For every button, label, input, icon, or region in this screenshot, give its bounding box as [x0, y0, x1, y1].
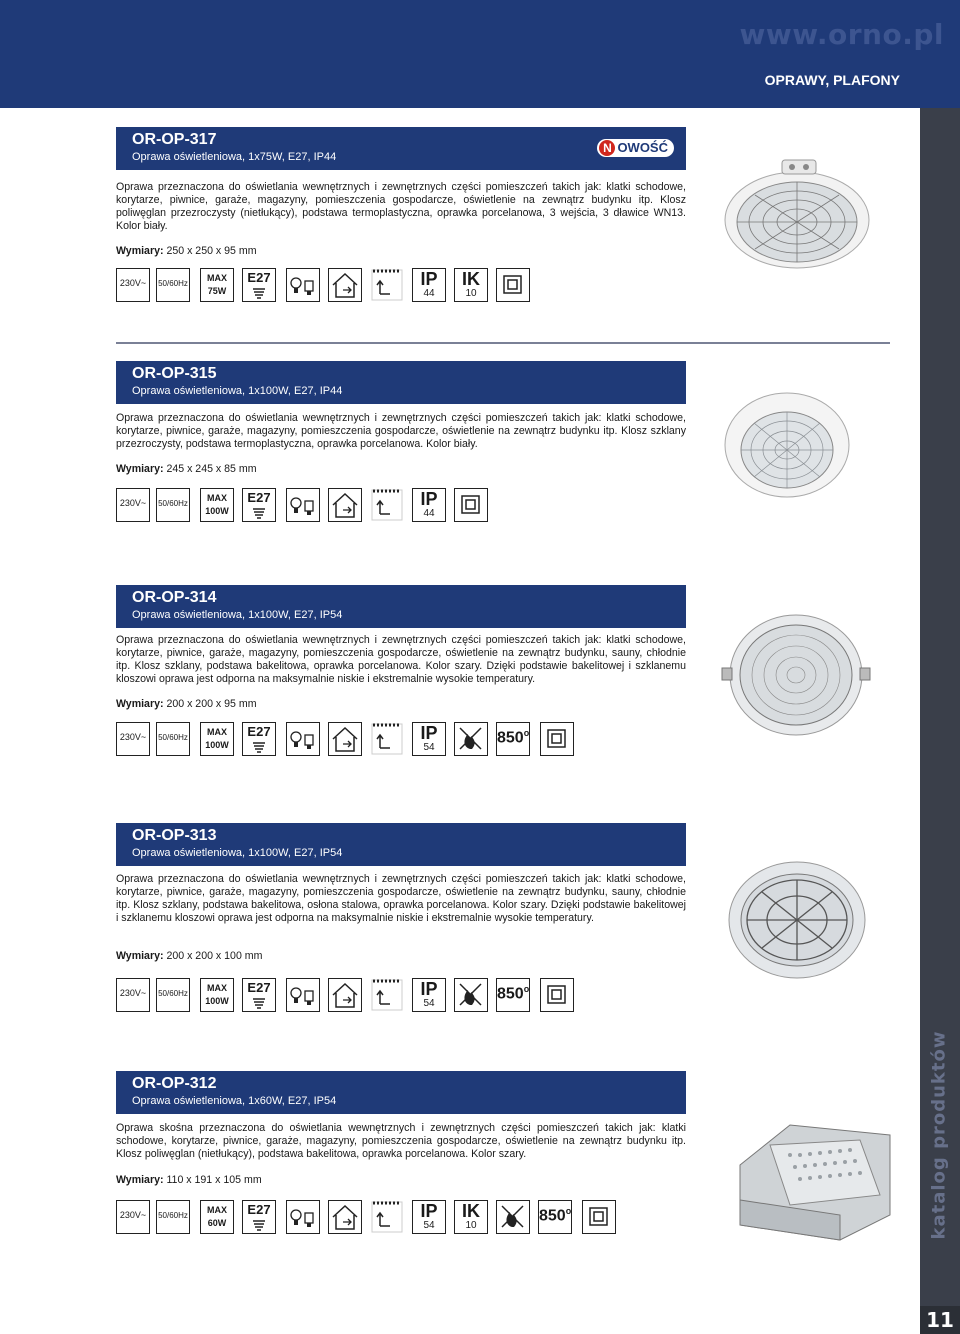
- frequency-icon: [156, 488, 190, 522]
- ip-value: 44: [423, 508, 435, 519]
- product-banner: [116, 127, 686, 170]
- indoor-outdoor-icon: [328, 978, 362, 1012]
- wall-mount-icon: [370, 722, 404, 756]
- temperature-rating-icon: [496, 722, 530, 756]
- wall-mount-icon: [370, 488, 404, 522]
- indoor-outdoor-icon: [328, 1200, 362, 1234]
- frequency-text: 50/60Hz: [158, 279, 188, 288]
- class-ii-icon: [454, 488, 488, 522]
- product-banner: [116, 585, 686, 628]
- ip-text: IP: [420, 979, 438, 999]
- product-description: Oprawa skośna przeznaczona do oświetlania wewnętrznych i zewnętrznych części pomieszczeń takich jak: klatki schodowe, korytarze, piwnice, garaże, magazyny, pomieszczenia gospodarcze, oświetlenie na zewnątrz budynku itp. Klosz poliwęglan (nietłukący), podstawa bakelitowa, oprawka porcelanowa. Kolor szary.: [116, 1122, 686, 1160]
- max-power-icon: [200, 268, 234, 302]
- new-badge: [597, 139, 674, 157]
- product-dimensions: [116, 245, 257, 257]
- product-dimensions: [116, 1174, 262, 1186]
- voltage-text: 230V~: [119, 1210, 147, 1220]
- flame-resistant-icon: [496, 1200, 530, 1234]
- max-power-icon: [200, 488, 234, 522]
- product-subtitle: Oprawa oświetleniowa, 1x75W, E27, IP44: [132, 151, 337, 163]
- socket-text: E27: [247, 490, 271, 505]
- page-number: 11: [920, 1306, 960, 1334]
- product-dimensions: [116, 698, 257, 710]
- ip-rating-icon: [412, 1200, 446, 1234]
- flame-resistant-icon: [454, 978, 488, 1012]
- product-description: Oprawa przeznaczona do oświetlania wewnętrznych i zewnętrznych części pomieszczeń takich jak: klatki schodowe, korytarze, piwnice, garaże, magazyny, pomieszczenia gospodarcze, oświetlenie na zewnątrz budynku itp. Klosz poliwęglan przezroczysty (nietłukący), podstawa termoplastyczna, oprawka porcelanowa, 3 wejścia, 3 dławice WN13. Kolor biały.: [116, 181, 686, 232]
- product-description: Oprawa przeznaczona do oświetlania wewnętrznych i zewnętrznych części pomieszczeń takich jak: klatki schodowe, korytarze, piwnice, garaże, magazyny, pomieszczenia gospodarcze, oświetlenie na zewnątrz budynku, sauny, chłodnie itp. Klosz szklany, podstawa bakelitowa, osłona stalowa, oprawka porcelanowa. Kolor szary. Dzięki podstawie bakelitowej i szklanemu kloszowi oprawa jest odporna na maksymalnie niskie i ekstremalnie wysokie temperatury.: [116, 873, 686, 924]
- power-text: 75W: [207, 286, 227, 296]
- voltage-text: 230V~: [119, 498, 147, 508]
- power-text: 60W: [207, 1218, 227, 1228]
- e27-socket-icon: [242, 722, 276, 756]
- dims-label: Wymiary:: [116, 1174, 164, 1186]
- bulb-types-icon: [286, 488, 320, 522]
- dims-label: Wymiary:: [116, 463, 164, 475]
- frequency-text: 50/60Hz: [158, 989, 188, 998]
- dims-label: Wymiary:: [116, 698, 164, 710]
- e27-socket-icon: [242, 268, 276, 302]
- product-code: OR-OP-314: [132, 589, 217, 606]
- product-subtitle: Oprawa oświetleniowa, 1x100W, E27, IP54: [132, 847, 343, 859]
- product-description: Oprawa przeznaczona do oświetlania wewnętrznych i zewnętrznych części pomieszczeń takich jak: klatki schodowe, korytarze, piwnice, garaże, magazyny, pomieszczenia gospodarcze, oświetlenie na zewnątrz budynku itp. Klosz szklany przezroczysty, podstawa termoplastyczna, oprawka porcelanowa. Kolor biały.: [116, 412, 686, 450]
- ip-rating-icon: [412, 268, 446, 302]
- ik-rating-icon: [454, 1200, 488, 1234]
- ip-value: 44: [423, 288, 435, 299]
- max-power-icon: [200, 722, 234, 756]
- temperature-value: 850: [497, 729, 524, 747]
- product-code: OR-OP-315: [132, 365, 217, 382]
- bulb-types-icon: [286, 978, 320, 1012]
- socket-text: E27: [247, 270, 271, 285]
- product-photo-op315: [722, 390, 852, 500]
- frequency-text: 50/60Hz: [158, 1211, 188, 1220]
- max-power-icon: [200, 978, 234, 1012]
- temperature-rating-icon: [538, 1200, 572, 1234]
- e27-socket-icon: [242, 978, 276, 1012]
- product-code: OR-OP-312: [132, 1075, 217, 1092]
- power-text: 100W: [205, 506, 229, 516]
- voltage-text: 230V~: [119, 988, 147, 998]
- max-text: MAX: [207, 727, 227, 737]
- temperature-value: 850: [497, 985, 524, 1003]
- section-divider: [116, 342, 890, 344]
- product-dimensions: [116, 463, 257, 475]
- dims-value: 245 x 245 x 85 mm: [166, 463, 257, 475]
- wall-mount-icon: [370, 268, 404, 302]
- product-photo-op312: [730, 1105, 900, 1245]
- product-banner: [116, 823, 686, 866]
- dims-value: 200 x 200 x 100 mm: [166, 950, 263, 962]
- voltage-icon: [116, 722, 150, 756]
- product-photo-op313: [722, 855, 872, 985]
- voltage-text: 230V~: [119, 732, 147, 742]
- flame-resistant-icon: [454, 722, 488, 756]
- product-subtitle: Oprawa oświetleniowa, 1x100W, E27, IP44: [132, 385, 343, 397]
- max-text: MAX: [207, 983, 227, 993]
- dims-label: Wymiary:: [116, 245, 164, 257]
- wall-mount-icon: [370, 978, 404, 1012]
- e27-socket-icon: [242, 1200, 276, 1234]
- product-code: OR-OP-313: [132, 827, 217, 844]
- class-ii-icon: [496, 268, 530, 302]
- frequency-icon: [156, 722, 190, 756]
- dims-value: 200 x 200 x 95 mm: [166, 698, 257, 710]
- class-ii-icon: [540, 722, 574, 756]
- frequency-icon: [156, 978, 190, 1012]
- frequency-text: 50/60Hz: [158, 733, 188, 742]
- new-badge-text: OWOŚĆ: [617, 140, 668, 155]
- ik-text: IK: [462, 1201, 480, 1221]
- dims-value: 110 x 191 x 105 mm: [166, 1174, 262, 1186]
- ip-text: IP: [420, 489, 438, 509]
- ik-value: 10: [465, 1220, 477, 1231]
- new-badge-letter: N: [599, 140, 615, 156]
- product-subtitle: Oprawa oświetleniowa, 1x60W, E27, IP54: [132, 1095, 337, 1107]
- catalog-label-text: katalog produktów: [928, 1030, 950, 1240]
- degree-symbol: o: [523, 984, 530, 994]
- ip-text: IP: [420, 723, 438, 743]
- product-banner: [116, 1071, 686, 1114]
- socket-text: E27: [247, 724, 271, 739]
- degree-symbol: o: [565, 1206, 572, 1216]
- ip-value: 54: [423, 998, 435, 1009]
- ip-rating-icon: [412, 978, 446, 1012]
- product-photo-op314: [716, 610, 876, 740]
- bulb-types-icon: [286, 268, 320, 302]
- indoor-outdoor-icon: [328, 488, 362, 522]
- ik-value: 10: [465, 288, 477, 299]
- ik-rating-icon: [454, 268, 488, 302]
- section-title: OPRAWY, PLAFONY: [764, 72, 900, 88]
- bulb-types-icon: [286, 1200, 320, 1234]
- max-power-icon: [200, 1200, 234, 1234]
- product-photo-op317: [722, 150, 872, 270]
- bulb-types-icon: [286, 722, 320, 756]
- page-header: [0, 0, 960, 108]
- wall-mount-icon: [370, 1200, 404, 1234]
- frequency-text: 50/60Hz: [158, 499, 188, 508]
- indoor-outdoor-icon: [328, 268, 362, 302]
- ip-rating-icon: [412, 722, 446, 756]
- dims-value: 250 x 250 x 95 mm: [166, 245, 257, 257]
- class-ii-icon: [540, 978, 574, 1012]
- ik-text: IK: [462, 269, 480, 289]
- temperature-value: 850: [539, 1207, 566, 1225]
- class-ii-icon: [582, 1200, 616, 1234]
- ip-text: IP: [420, 1201, 438, 1221]
- socket-text: E27: [247, 980, 271, 995]
- product-subtitle: Oprawa oświetleniowa, 1x100W, E27, IP54: [132, 609, 343, 621]
- voltage-text: 230V~: [119, 278, 147, 288]
- voltage-icon: [116, 268, 150, 302]
- e27-socket-icon: [242, 488, 276, 522]
- voltage-icon: [116, 1200, 150, 1234]
- temperature-rating-icon: [496, 978, 530, 1012]
- degree-symbol: o: [523, 728, 530, 738]
- max-text: MAX: [207, 1205, 227, 1215]
- dims-label: Wymiary:: [116, 950, 164, 962]
- ip-value: 54: [423, 742, 435, 753]
- product-description: Oprawa przeznaczona do oświetlania wewnętrznych i zewnętrznych części pomieszczeń takich jak: klatki schodowe, korytarze, piwnice, garaże, magazyny, pomieszczenia gospodarcze, oświetlenie na zewnątrz budynku, sauny, chłodnie itp. Klosz szklany, podstawa bakelitowa, oprawka porcelanowa. Kolor szary. Dzięki podstawie bakelitowej i szklanemu kloszowi oprawa jest odporna na maksymalnie niskie i ekstremalnie wysokie temperatury.: [116, 634, 686, 685]
- ip-value: 54: [423, 1220, 435, 1231]
- brand-url: www.orno.pl: [739, 18, 944, 51]
- voltage-icon: [116, 978, 150, 1012]
- power-text: 100W: [205, 740, 229, 750]
- catalog-label: [919, 1030, 959, 1240]
- socket-text: E27: [247, 1202, 271, 1217]
- ip-rating-icon: [412, 488, 446, 522]
- max-text: MAX: [207, 273, 227, 283]
- voltage-icon: [116, 488, 150, 522]
- product-banner: [116, 361, 686, 404]
- frequency-icon: [156, 1200, 190, 1234]
- max-text: MAX: [207, 493, 227, 503]
- product-code: OR-OP-317: [132, 131, 217, 148]
- power-text: 100W: [205, 996, 229, 1006]
- indoor-outdoor-icon: [328, 722, 362, 756]
- ip-text: IP: [420, 269, 438, 289]
- product-dimensions: [116, 950, 262, 962]
- frequency-icon: [156, 268, 190, 302]
